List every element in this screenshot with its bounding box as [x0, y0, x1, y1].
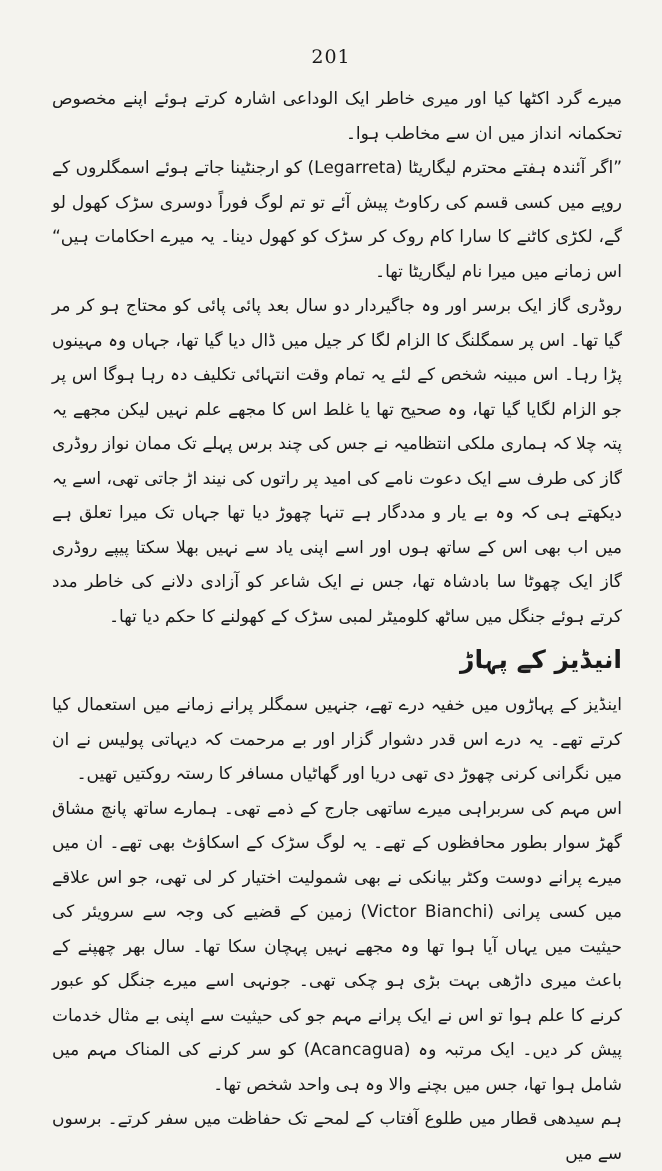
paragraph: ہم سیدھی قطار میں طلوع آفتاب کے لمحے تک حفاظت میں سفر کرتے۔ برسوں سے میں [52, 1109, 622, 1164]
paragraph: اس مہم کی سربراہی میرے ساتھی جارج کے ذمے تھی۔ ہمارے ساتھ پانچ مشاق گھڑ سوار بطور محافظوں کے تھے۔ یہ لوگ سڑک کے اسکاؤٹ بھی تھے۔ ان میں میرے پرانے دوست وکٹر بیانکی نے بھی شمولیت اختیار کر لی تھی، جو اس علاقے میں کسی پرانی (Victor Bianchi) زمین کے قضیے کی وجہ سے سرویئر کی حیثیت میں یہاں آیا ہوا تھا وہ مجھے نہیں پہچان سکا تھا۔ سال بھر چھپنے کے باعث میری داڑھی بہت بڑی ہو چکی تھی۔ جونہی اسے میرے جنگل کو عبور کرنے کا علم ہوا تو اس نے ایک پرانے مہم جو کی حیثیت سے اپنی بے مثال خدمات پیش کر دیں۔ ایک مرتبہ وہ (Acancagua) کو سر کرنے کی المناک مہم میں شامل ہوا تھا، جس میں بچنے والا وہ ہی واحد شخص تھا۔ [52, 798, 623, 1095]
paragraph: میرے گرد اکٹھا کیا اور میری خاطر ایک الوداعی اشارہ کرتے ہوئے اپنے مخصوص تحکمانہ انداز میں ان سے مخاطب ہوا۔ [52, 89, 622, 144]
page-body [52, 82, 622, 1171]
section-heading: انیڈیز کے پہاڑ [460, 645, 622, 674]
page-number: 201 [311, 46, 351, 68]
paragraph: روڈری گاز ایک برسر اور وہ جاگیردار دو سال بعد پائی پائی کو محتاج ہو کر مر گیا تھا۔ اس پر سمگلنگ کا الزام لگا کر جیل میں ڈال دیا گیا تھا، جہاں وہ مہینوں پڑا رہا۔ اس مبینہ شخص کے لئے یہ تمام وقت انتہائی تکلیف دہ رہا ہوگا اس پر جو الزام لگایا گیا تھا، وہ صحیح تھا یا غلط اس کا مجھے علم نہیں لیکن مجھے یہ پتہ چلا کہ ہماری ملکی انتظامیہ نے جس کی چند برس پہلے تک ممان نواز روڈری گاز کی طرف سے ایک دعوت نامے کی امید پر راتوں کی نیند اڑ جاتی تھی، اسے یہ دیکھتے ہی کہ وہ بے یار و مددگار ہے تنہا چھوڑ دیا تھا جہاں تک میرا تعلق ہے میں اب بھی اس کے ساتھ ہوں اور اسے اپنی یاد سے نہیں بھلا سکتا پیپے روڈری گاز ایک چھوٹا سا بادشاہ تھا، جس نے ایک شاعر کو آزادی دلانے کی خاطر مدد کرتے ہوئے جنگل میں ساٹھ کلومیٹر لمبی سڑک کے کھولنے کا حکم دیا تھا۔ [52, 296, 622, 627]
paragraph: اینڈیز کے پہاڑوں میں خفیہ درے تھے، جنہیں سمگلر پرانے زمانے میں استعمال کیا کرتے تھے۔ یہ درے اس قدر دشوار گزار اور بے مرحمت کہ دیہاتی پولیس نے ان میں نگرانی کرنی چھوڑ دی تھی دریا اور گھاٹیاں مسافر کا رستہ روکتیں تھیں۔ [52, 695, 622, 784]
paragraph: ”اگر آئندہ ہفتے محترم لیگاریٹا (Legarreta) کو ارجنٹینا جاتے ہوئے اسمگلروں کے روپے میں کسی قسم کی رکاوٹ پیش آئے تو تم لوگ فوراً دوسری سڑک کھول لو گے، لکڑی کاٹنے کا سارا کام روک کر سڑک کو کھول دینا۔ یہ میرے احکامات ہیں“ اس زمانے میں میرا نام لیگاریٹا تھا۔ [52, 158, 623, 282]
